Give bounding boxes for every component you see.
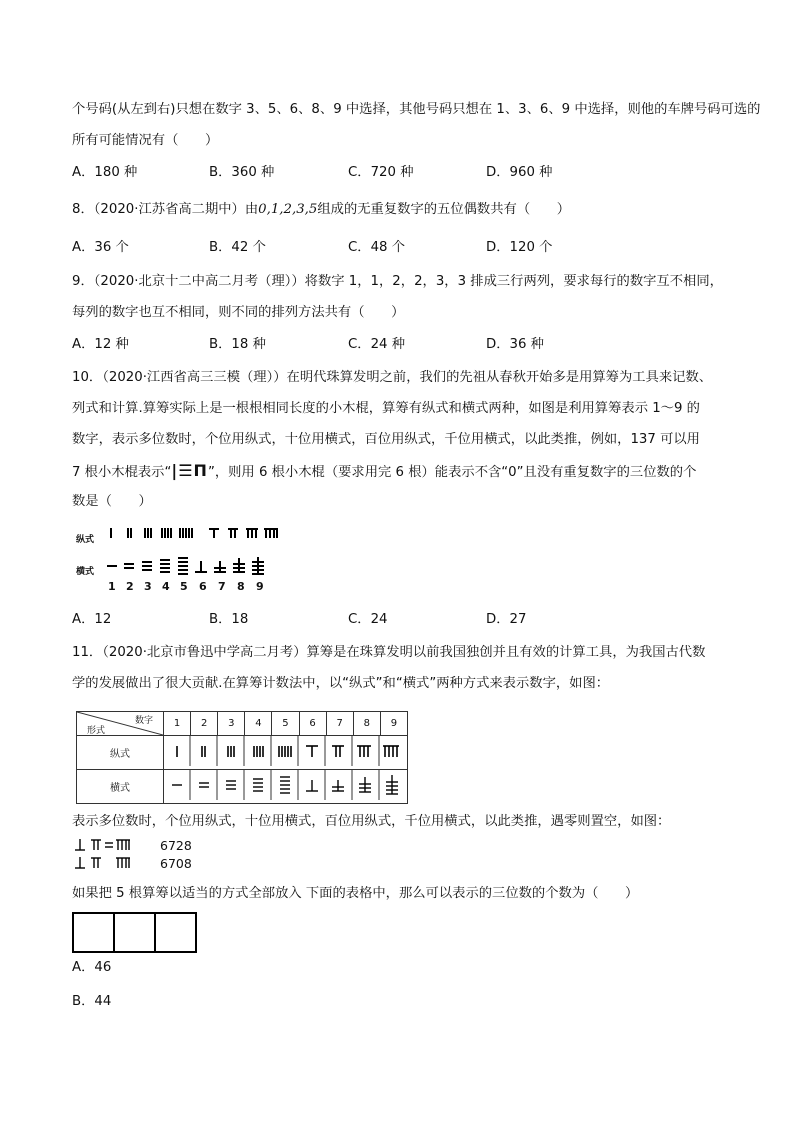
q10-text-line2: 列式和计算.算筹实际上是一根根相同长度的小木棍，算筹有纵式和横式两种，如图是利用算筹表示 1～9 的	[72, 401, 700, 416]
q8-option-d[interactable]: D．120 个	[486, 240, 553, 255]
fig-label-vertical: 纵式	[76, 535, 95, 545]
q11-option-a[interactable]: A．46	[72, 960, 112, 975]
vertical-rod-glyphs	[164, 736, 407, 766]
fig-num-4: 4	[162, 580, 170, 593]
table-row-vertical-label: 纵式	[77, 736, 164, 770]
q11-text-line3: 表示多位数时，个位用纵式，十位用横式，百位用纵式，千位用横式，以此类推，遇零则置空，如图：	[72, 814, 671, 829]
q10-option-c[interactable]: C．24	[348, 612, 388, 627]
q7-text-line1: 个号码(从左到右)只想在数字 3、5、6、8、9 中选择，其他号码只想在 1、3、6、9 中选择，则他的车牌号码可选的	[72, 102, 761, 117]
q8-option-b[interactable]: B．42 个	[209, 240, 266, 255]
table-col-6: 6	[299, 712, 326, 736]
rod-numeral-table	[76, 711, 408, 804]
fig-num-6: 6	[199, 580, 207, 593]
grid-cell-units	[154, 912, 197, 953]
q7-option-b[interactable]: B．360 种	[209, 165, 275, 180]
q7-text-line2: 所有可能情况有（ ）	[72, 133, 219, 148]
fig-num-7: 7	[218, 580, 226, 593]
q8-prefix: 8．（2020·江苏省高二期中）由	[72, 202, 259, 217]
q10-text-line4	[72, 461, 696, 483]
q10-option-a[interactable]: A．12	[72, 612, 112, 627]
table-col-8: 8	[353, 712, 380, 736]
table-header-digit: 数字	[134, 716, 153, 726]
fig-num-1: 1	[108, 580, 116, 593]
fig-num-9: 9	[256, 580, 264, 593]
q10-text-line1: 10．（2020·江西省高三三模（理））在明代珠算发明之前，我们的先祖从春秋开始多是用算筹为工具来记数、	[72, 370, 713, 385]
q8-suffix: 组成的无重复数字的五位偶数共有（ ）	[317, 202, 571, 217]
q8-option-a[interactable]: A．36 个	[72, 240, 129, 255]
table-col-5: 5	[272, 712, 299, 736]
q9-option-d[interactable]: D．36 种	[486, 337, 544, 352]
table-col-3: 3	[218, 712, 245, 736]
q9-option-c[interactable]: C．24 种	[348, 337, 406, 352]
q9-text-line2: 每列的数字也互不相同，则不同的排列方法共有（ ）	[72, 305, 405, 320]
q10-figure	[76, 524, 296, 596]
q11-text-line2: 学的发展做出了很大贡献.在算筹计数法中，以“纵式”和“横式”两种方式来表示数字，如图：	[72, 676, 610, 691]
rod-137-glyph: |☰Π	[171, 461, 208, 480]
q7-option-c[interactable]: C．720 种	[348, 165, 414, 180]
q11-option-b[interactable]: B．44	[72, 994, 112, 1009]
fig-num-2: 2	[126, 580, 134, 593]
q8-digit-set: 0,1,2,3,5	[258, 202, 318, 217]
q9-option-a[interactable]: A．12 种	[72, 337, 129, 352]
q7-option-d[interactable]: D．960 种	[486, 165, 553, 180]
three-digit-grid	[72, 912, 197, 953]
table-col-9: 9	[380, 712, 407, 736]
q9-text-line1: 9．（2020·北京十二中高二月考（理））将数字 1，1，2，2，3，3 排成三行两列，要求每行的数字互不相同，	[72, 274, 723, 289]
q10-text-line3: 数字，表示多位数时，个位用纵式，十位用横式，百位用纵式，千位用横式，以此类推，例如，137 可以用	[72, 432, 700, 447]
table-row-horizontal-label: 横式	[77, 770, 164, 804]
table-col-2: 2	[191, 712, 218, 736]
fig-num-3: 3	[144, 580, 152, 593]
q10-line4-a: 7 根小木棍表示“	[72, 465, 172, 480]
q11-text-line1: 11．（2020·北京市鲁迅中学高二月考）算筹是在珠算发明以前我国独创并且有效的计算工具，为我国古代数	[72, 645, 706, 660]
example-value-6708: 6708	[160, 856, 192, 871]
q10-option-d[interactable]: D．27	[486, 612, 527, 627]
q10-line4-b: ”，则用 6 根小木棍（要求用完 6 根）能表示不含“0”且没有重复数字的三位数的个	[207, 465, 697, 480]
table-col-7: 7	[326, 712, 353, 736]
table-row-horizontal-glyphs	[164, 770, 408, 804]
table-header-form: 形式	[87, 726, 106, 736]
example-rod-numerals	[74, 836, 144, 872]
table-corner-cell	[77, 712, 164, 736]
fig-num-8: 8	[237, 580, 245, 593]
example-value-6728: 6728	[160, 838, 192, 853]
fig-label-horizontal: 横式	[76, 567, 95, 577]
q7-option-a[interactable]: A．180 种	[72, 165, 138, 180]
fig-num-5: 5	[180, 580, 188, 593]
table-col-4: 4	[245, 712, 272, 736]
q10-text-line5: 数是（ ）	[72, 494, 152, 509]
table-row-vertical-glyphs	[164, 736, 408, 770]
q9-option-b[interactable]: B．18 种	[209, 337, 266, 352]
horizontal-rod-glyphs	[164, 770, 407, 800]
grid-cell-hundreds	[72, 912, 115, 953]
grid-cell-tens	[113, 912, 156, 953]
q11-text-line4: 如果把 5 根算筹以适当的方式全部放入 下面的表格中，那么可以表示的三位数的个数为（ ）	[72, 886, 639, 901]
q10-option-b[interactable]: B．18	[209, 612, 249, 627]
q8-stem	[72, 200, 570, 220]
table-col-1: 1	[164, 712, 191, 736]
q8-option-c[interactable]: C．48 个	[348, 240, 406, 255]
